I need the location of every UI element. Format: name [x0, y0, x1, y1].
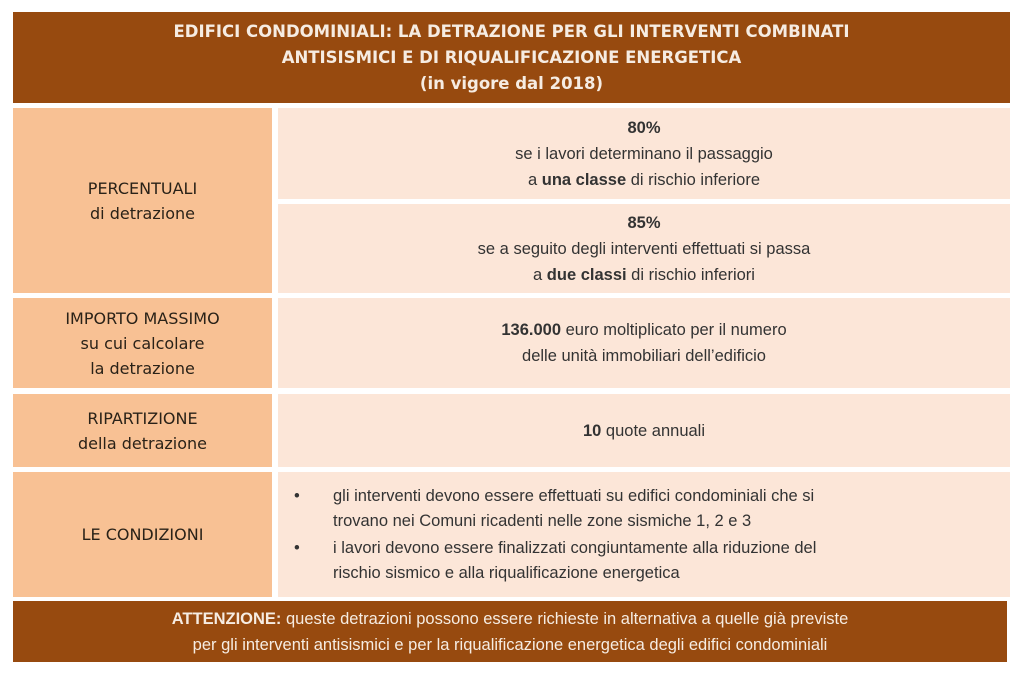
- label-text: su cui calcolare: [80, 333, 205, 353]
- text: quote annuali: [601, 421, 706, 440]
- value-ripartizione: [278, 394, 1010, 467]
- label-importo: [13, 298, 272, 388]
- count: 10: [582, 421, 602, 440]
- header-title-line2: ANTISISMICI E DI RIQUALIFICAZIONE ENERGETICA: [281, 47, 742, 67]
- label-percentuali: [13, 108, 272, 293]
- text: di rischio inferiori: [626, 265, 755, 284]
- note-line2: per gli interventi antisismici e per la riqualificazione energetica degli edifici condominiali: [192, 635, 828, 654]
- item-text: gli interventi devono essere effettuati su edifici condominiali che si: [333, 486, 815, 505]
- text: a: [533, 265, 547, 284]
- bullet-icon: •: [294, 486, 300, 505]
- attention-note: [13, 601, 1007, 662]
- value-percentuali-80: [278, 108, 1010, 199]
- label-condizioni: [13, 472, 272, 597]
- percent-value: 80%: [627, 118, 661, 137]
- attention-label: ATTENZIONE:: [171, 609, 282, 628]
- condition-text: [528, 167, 760, 193]
- list-item: [288, 484, 816, 534]
- bullet-icon: •: [294, 538, 300, 557]
- value-condizioni: [278, 472, 1010, 597]
- conditions-list: [288, 482, 816, 588]
- label-ripartizione: [13, 394, 272, 467]
- label-text: LE CONDIZIONI: [81, 525, 204, 544]
- table-header: [13, 12, 1010, 103]
- emphasis: due classi: [546, 265, 627, 284]
- header-title-line1: EDIFICI CONDOMINIALI: LA DETRAZIONE PER GLI INTERVENTI COMBINATI: [173, 21, 850, 41]
- condition-text: [533, 262, 755, 288]
- header-subtitle: (in vigore dal 2018): [419, 73, 604, 93]
- item-text: rischio sismico e alla riqualificazione energetica: [333, 563, 680, 582]
- list-item: [288, 536, 816, 586]
- emphasis: una classe: [541, 170, 627, 189]
- label-text: IMPORTO MASSIMO: [65, 308, 220, 328]
- label-text: della detrazione: [77, 433, 208, 453]
- label-text: RIPARTIZIONE: [87, 408, 198, 428]
- note-text: queste detrazioni possono essere richieste in alternativa a quelle già previste: [281, 609, 849, 628]
- label-text: la detrazione: [90, 358, 195, 378]
- item-text: i lavori devono essere finalizzati congiuntamente alla riduzione del: [333, 538, 817, 557]
- condition-text: se i lavori determinano il passaggio: [515, 144, 773, 163]
- value-percentuali-85: [278, 204, 1010, 293]
- text: euro moltiplicato per il numero: [561, 321, 787, 339]
- value-text: delle unità immobiliari dell’edificio: [522, 347, 766, 365]
- label-text: di detrazione: [90, 203, 195, 223]
- text: a: [527, 170, 542, 189]
- amount: 136.000: [501, 321, 562, 339]
- text: di rischio inferiore: [626, 170, 761, 189]
- item-text: trovano nei Comuni ricadenti nelle zone sismiche 1, 2 e 3: [333, 511, 752, 530]
- note-line1: [13, 606, 1007, 632]
- value-importo: [278, 298, 1010, 388]
- value-text: [583, 418, 705, 444]
- percent-value: 85%: [627, 213, 661, 232]
- condition-text: se a seguito degli interventi effettuati si passa: [477, 239, 811, 258]
- label-text: PERCENTUALI: [87, 178, 198, 198]
- value-text: [501, 317, 786, 343]
